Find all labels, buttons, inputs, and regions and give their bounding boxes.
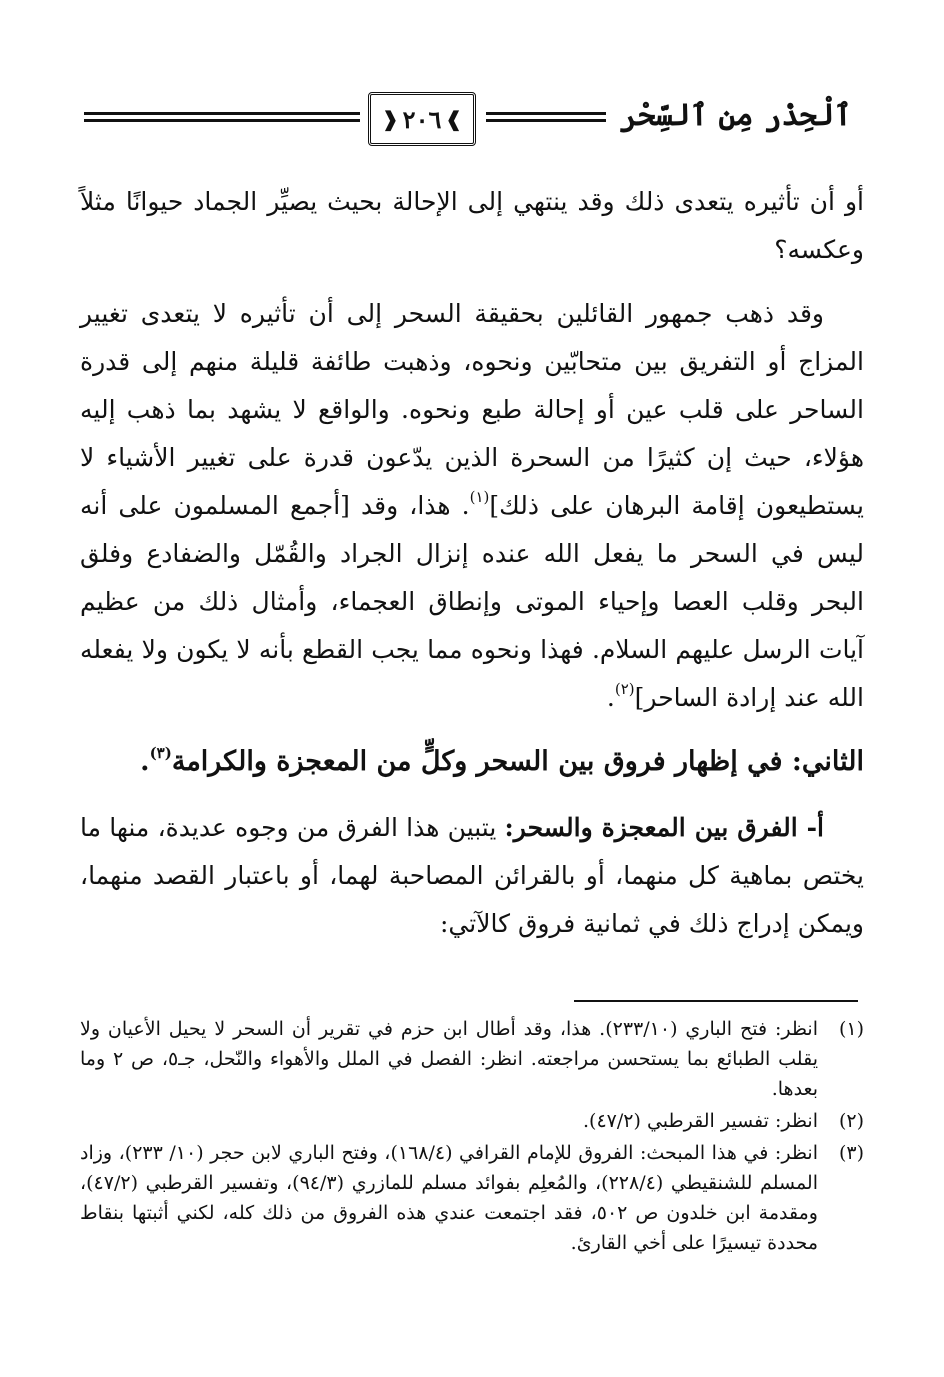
main-text: [80, 178, 864, 948]
section-heading: [80, 736, 864, 788]
paragraph-3: [80, 804, 864, 948]
paragraph-2-part-a: وقد ذهب جمهور القائلين بحقيقة السحر إلى أن تأثيره لا يتعدى تغيير المزاج أو التفريق بين متحابّين ونحوه، وذهبت طائفة قليلة منهم إلى قدرة الساحر على قلب عين أو إحالة طبع ونحوه. والواقع لا يشهد بما ذهب إليه هؤلاء، حيث إن كثيرًا من السحرة الذين يدّعون قدرة على تغيير الأشياء لا يستطيعون إقامة البرهان على ذلك]: [80, 299, 864, 520]
footnote-number: (٢): [838, 1110, 864, 1132]
page-number-box: [368, 92, 476, 146]
footnote-3: [80, 1138, 864, 1258]
footnote-2: [80, 1106, 864, 1136]
section-heading-end: .: [140, 746, 150, 777]
section-heading-text: الثاني: في إظهار فروق بين السحر وكلٍّ من المعجزة والكرامة: [171, 746, 864, 777]
footnote-number: (٣): [838, 1142, 864, 1164]
footnote-text: انظر: فتح الباري (٢٣٣/١٠). هذا، وقد أطال ابن حزم في تقرير أن السحر لا يحيل الأعيان ولا يقلب الطبائع بما يستحسن مراجعته. انظر: الفصل في الملل والأهواء والنّحل، جـ٥، ص ٢ وما بعدها.: [80, 1018, 818, 1100]
footnote-ref-3: (٣): [149, 744, 172, 762]
paragraph-2-end: .: [606, 683, 615, 712]
page-number: ٢٠٦: [402, 104, 442, 134]
header-rule-left: [84, 112, 360, 122]
footnote-separator: [574, 1000, 858, 1002]
footnote-ref-1: (١): [469, 488, 490, 506]
footnote-text: انظر: في هذا المبحث: الفروق للإمام القرافي (١٦٨/٤)، وفتح الباري لابن حجر (١٠/ ٢٣٣)، وزاد المسلم للشنقيطي (٢٢٨/٤)، والمُعلِم بفوائد مسلم للمازري (٩٤/٣)، وتفسير القرطبي (٤٧/٢)، ومقدمة ابن خلدون ص ٥٠٢، فقد اجتمعت عندي هذه الفروق من ذلك كله، لكني أثبتها بنقاط محددة تيسيرًا على أخي القارئ.: [80, 1142, 818, 1254]
paragraph-2-part-b: . هذا، وقد [أجمع المسلمون على أنه ليس في السحر ما يفعل الله عنده إنزال الجراد والقُمّل والضفادع وفلق البحر وقلب العصا وإحياء الموتى وإنطاق العجماء، وأمثال ذلك من عظيم آيات الرسل عليهم السلام. فهذا ونحوه مما يجب القطع بأنه لا يكون ولا يفعله الله عند إرادة الساحر]: [80, 491, 864, 712]
running-header: [80, 92, 864, 148]
footnote-1: [80, 1014, 864, 1104]
paragraph-3-text: يتبين هذا الفرق من وجوه عديدة، منها ما يختص بماهية كل منهما، أو بالقرائن المصاحبة لهما، أو باعتبار القصد منهما، ويمكن إدراج ذلك في ثمانية فروق كالآتي:: [80, 813, 864, 938]
ornament-left: ❰: [381, 107, 399, 131]
footnote-text: انظر: تفسير القرطبي (٤٧/٢).: [583, 1110, 818, 1132]
subheading-inline: أ- الفرق بين المعجزة والسحر:: [504, 813, 824, 842]
ornament-right: ❱: [445, 107, 463, 131]
paragraph-1: أو أن تأثيره يتعدى ذلك وقد ينتهي إلى الإحالة بحيث يصيِّر الجماد حيوانًا مثلاً وعكسه؟: [80, 187, 864, 264]
book-title: ٱلْحِذْر مِن ٱلسِّحْر: [620, 98, 852, 133]
header-rule-right: [486, 112, 606, 122]
footnotes: [80, 1014, 864, 1260]
footnote-number: (١): [838, 1018, 864, 1040]
footnote-ref-2: (٢): [614, 680, 635, 698]
paragraph-2: [80, 290, 864, 722]
